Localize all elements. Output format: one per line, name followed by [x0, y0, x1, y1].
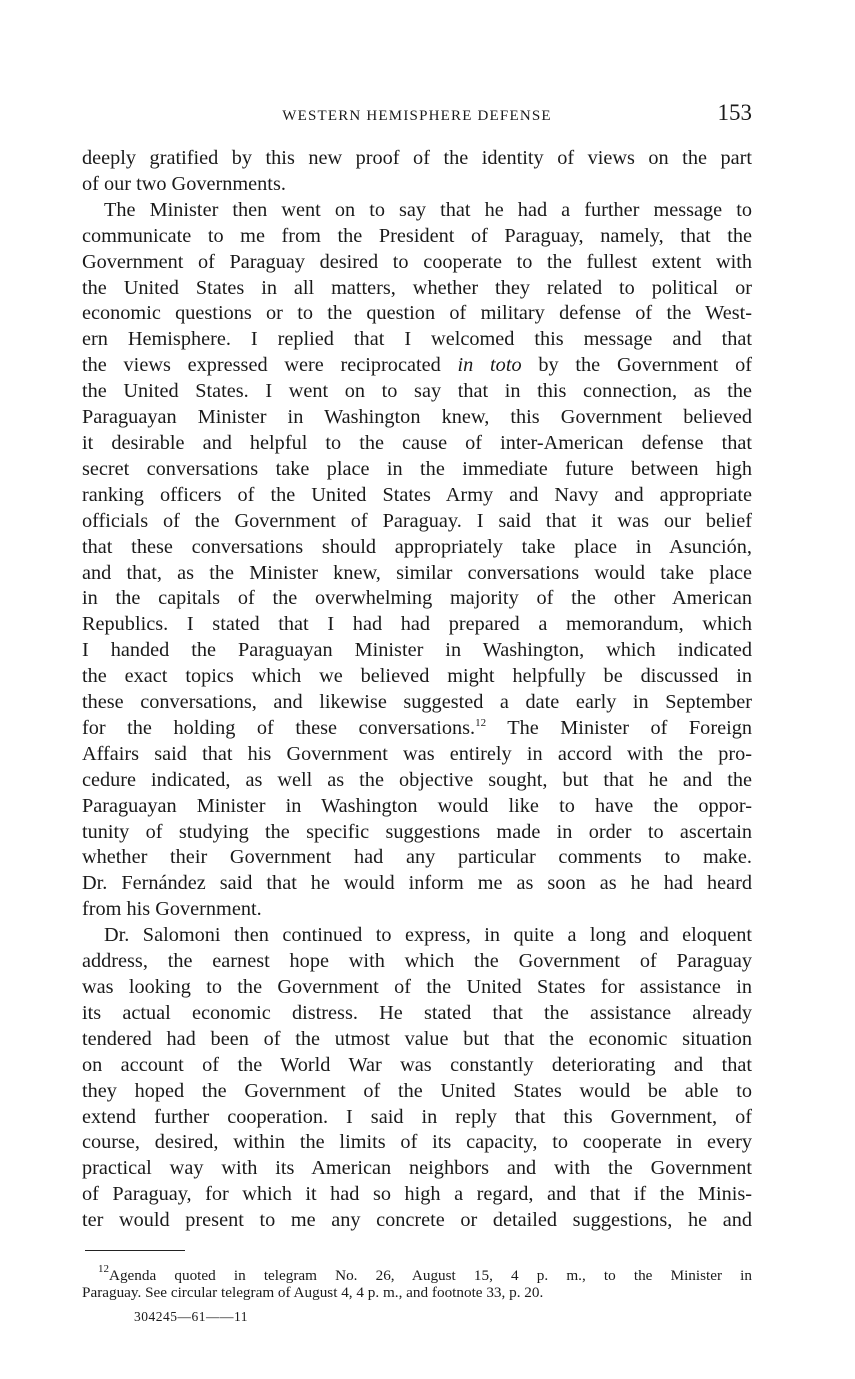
text-line: economic questions or to the question of military defense of the West-: [82, 302, 752, 325]
text-line: was looking to the Government of the United States for assistance in: [82, 976, 752, 998]
text-line: I handed the Paraguayan Minister in Washington, which indicated: [82, 639, 752, 662]
text-line: that these conversations should appropriately take place in Asunción,: [82, 535, 752, 558]
footnote-marker: 12: [98, 1263, 109, 1275]
text-fragment: by the Government of: [521, 354, 752, 377]
text-line: Republics. I stated that I had had prepared a memorandum, which: [82, 613, 752, 636]
text-line: it desirable and helpful to the cause of inter-American defense that: [82, 431, 752, 454]
text-line: practical way with its American neighbors and with the Government: [82, 1157, 752, 1180]
italic-phrase: in toto: [457, 354, 522, 377]
text-line: officials of the Government of Paraguay. I said that it was our belief: [82, 509, 752, 532]
paragraph-3: [82, 923, 752, 1234]
text-line: Paraguayan Minister in Washington knew, this Government believed: [82, 406, 752, 429]
paragraph-1: [82, 146, 752, 198]
text-line: on account of the World War was constantly deteriorating and that: [82, 1053, 752, 1076]
text-line: they hoped the Government of the United States would be able to: [82, 1079, 752, 1102]
text-line: communicate to me from the President of Paraguay, namely, that the: [82, 224, 752, 247]
text-line: ranking officers of the United States Army and Navy and appropriate: [82, 483, 752, 506]
text-line: Dr. Salomoni then continued to express, in quite a long and eloquent: [104, 924, 752, 947]
text-line: tendered had been of the utmost value but that the economic situation: [82, 1027, 752, 1050]
text-line-with-footnote-ref: [82, 716, 752, 742]
text-fragment: the views expressed were reciprocated: [82, 354, 458, 377]
paragraph-2: [82, 198, 752, 923]
text-line: from his Government.: [82, 898, 262, 921]
text-line: ter would present to me any concrete or detailed suggestions, he and: [82, 1209, 752, 1232]
text-line: extend further cooperation. I said in reply that this Government, of: [82, 1105, 752, 1128]
page-number: 153: [717, 100, 752, 125]
text-line: of Paraguay, for which it had so high a regard, and that if the Minis-: [82, 1183, 752, 1206]
footnote-text: Agenda quoted in telegram No. 26, August 15, 4 p. m., to the Minister in: [109, 1267, 752, 1284]
text-fragment: for the holding of these conversations.: [82, 716, 476, 739]
running-head: [82, 100, 752, 132]
text-line: of our two Governments.: [82, 172, 286, 195]
text-line: address, the earnest hope with which the Government of Paraguay: [82, 950, 752, 973]
text-line: the United States. I went on to say that in this connection, as the: [82, 380, 752, 403]
text-line: Government of Paraguay desired to cooperate to the fullest extent with: [82, 250, 752, 273]
running-title: WESTERN HEMISPHERE DEFENSE: [282, 108, 552, 124]
text-line: The Minister then went on to say that he had a further message to: [104, 198, 752, 221]
footnote-divider: [85, 1250, 185, 1251]
printer-code: 304245—61——11: [134, 1309, 248, 1324]
text-line: the exact topics which we believed might helpfully be discussed in: [82, 665, 752, 688]
footnote-line: Paraguay. See circular telegram of August 4, 4 p. m., and footnote 33, p. 20.: [82, 1284, 544, 1301]
text-line: whether their Government had any particular comments to make.: [82, 846, 752, 869]
text-line: these conversations, and likewise suggested a date early in September: [82, 691, 752, 714]
text-line: in the capitals of the overwhelming majority of the other American: [82, 587, 752, 610]
text-line: course, desired, within the limits of its capacity, to cooperate in every: [82, 1131, 752, 1154]
text-line: cedure indicated, as well as the objective sought, but that he and the: [82, 768, 752, 791]
text-line: Paraguayan Minister in Washington would like to have the oppor-: [82, 794, 752, 817]
footnote: [82, 1263, 752, 1301]
text-fragment: The Minister of Foreign: [486, 716, 752, 739]
text-line-with-italic: [82, 353, 752, 379]
text-line: and that, as the Minister knew, similar conversations would take place: [82, 561, 752, 584]
text-line: the United States in all matters, whether they related to political or: [82, 276, 752, 299]
text-line: secret conversations take place in the immediate future between high: [82, 457, 752, 480]
body-text: [82, 146, 752, 1234]
text-line: ern Hemisphere. I replied that I welcomed this message and that: [82, 328, 752, 351]
text-line: deeply gratified by this new proof of the identity of views on the part: [82, 147, 752, 169]
text-line: tunity of studying the specific suggestions made in order to ascertain: [82, 820, 752, 843]
footnote-line: [82, 1263, 752, 1284]
footnote-reference[interactable]: 12: [475, 716, 487, 729]
text-line: Affairs said that his Government was entirely in accord with the pro-: [82, 742, 752, 765]
text-line: Dr. Fernández said that he would inform me as soon as he had heard: [82, 872, 752, 895]
text-line: its actual economic distress. He stated that the assistance already: [82, 1001, 752, 1024]
